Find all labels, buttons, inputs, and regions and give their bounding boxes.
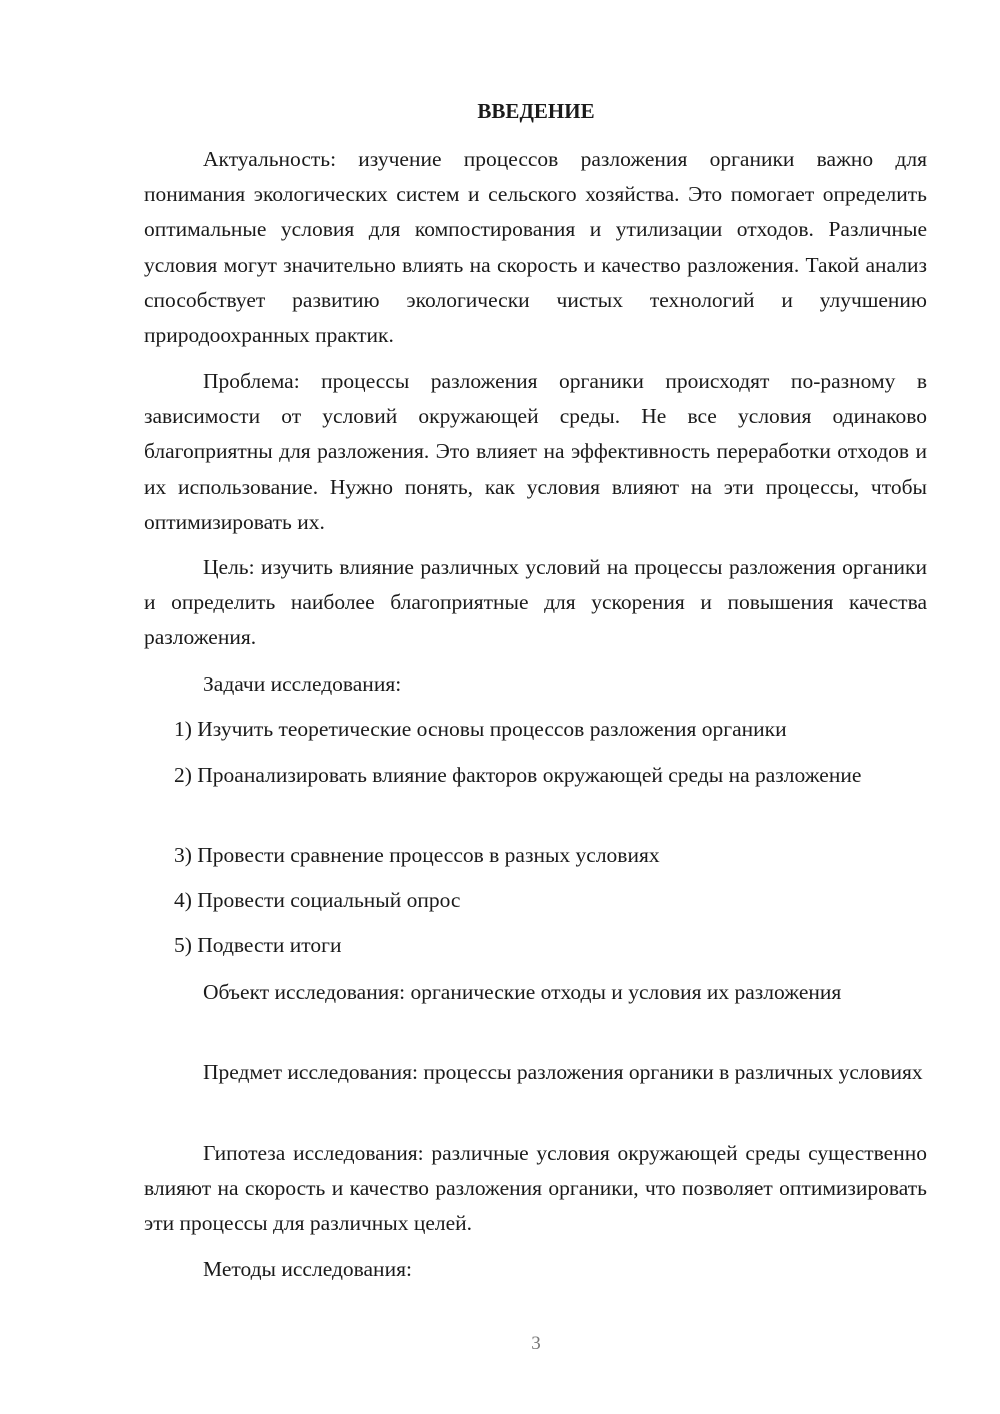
page-number: 3	[531, 1333, 541, 1354]
paragraph-goal: Цель: изучить влияние различных условий на процессы разложения органики и определить наиболее благоприятные для ускорения и повышения качества разложения.	[144, 555, 927, 650]
task-item-1: 1) Изучить теоретические основы процессов разложения органики	[174, 717, 787, 741]
paragraph-problem: Проблема: процессы разложения органики происходят по-разному в зависимости от условий окружающей среды. Не все условия одинаково благоприятны для разложения. Это влияет на эффективность переработки отходов и их использование. Нужно понять, как условия влияют на эти процессы, чтобы оптимизировать их.	[144, 369, 927, 534]
task-item-3: 3) Провести сравнение процессов в разных условиях	[174, 843, 660, 867]
paragraph-object: Объект исследования: органические отходы и условия их разложения	[203, 980, 842, 1004]
task-item-2: 2) Проанализировать влияние факторов окружающей среды на разложение	[174, 763, 862, 787]
paragraph-methods: Методы исследования:	[203, 1257, 412, 1281]
task-item-4: 4) Провести социальный опрос	[174, 888, 461, 912]
paragraph-hypothesis: Гипотеза исследования: различные условия окружающей среды существенно влияют на скорость и качество разложения органики, что позволяет оптимизировать эти процессы для различных целей.	[144, 1141, 927, 1236]
paragraph-tasks-heading: Задачи исследования:	[203, 672, 402, 696]
paragraph-subject: Предмет исследования: процессы разложения органики в различных условиях	[203, 1060, 923, 1084]
task-item-5: 5) Подвести итоги	[174, 933, 342, 957]
paragraph-relevance: Актуальность: изучение процессов разложения органики важно для понимания экологических систем и сельского хозяйства. Это помогает определить оптимальные условия для компостирования и утилизации отходов. Различные условия могут значительно влиять на скорость и качество разложения. Такой анализ способствует развитию экологически чистых технологий и улучшению природоохранных практик.	[144, 147, 927, 348]
page-title: ВВЕДЕНИЕ	[477, 99, 595, 123]
